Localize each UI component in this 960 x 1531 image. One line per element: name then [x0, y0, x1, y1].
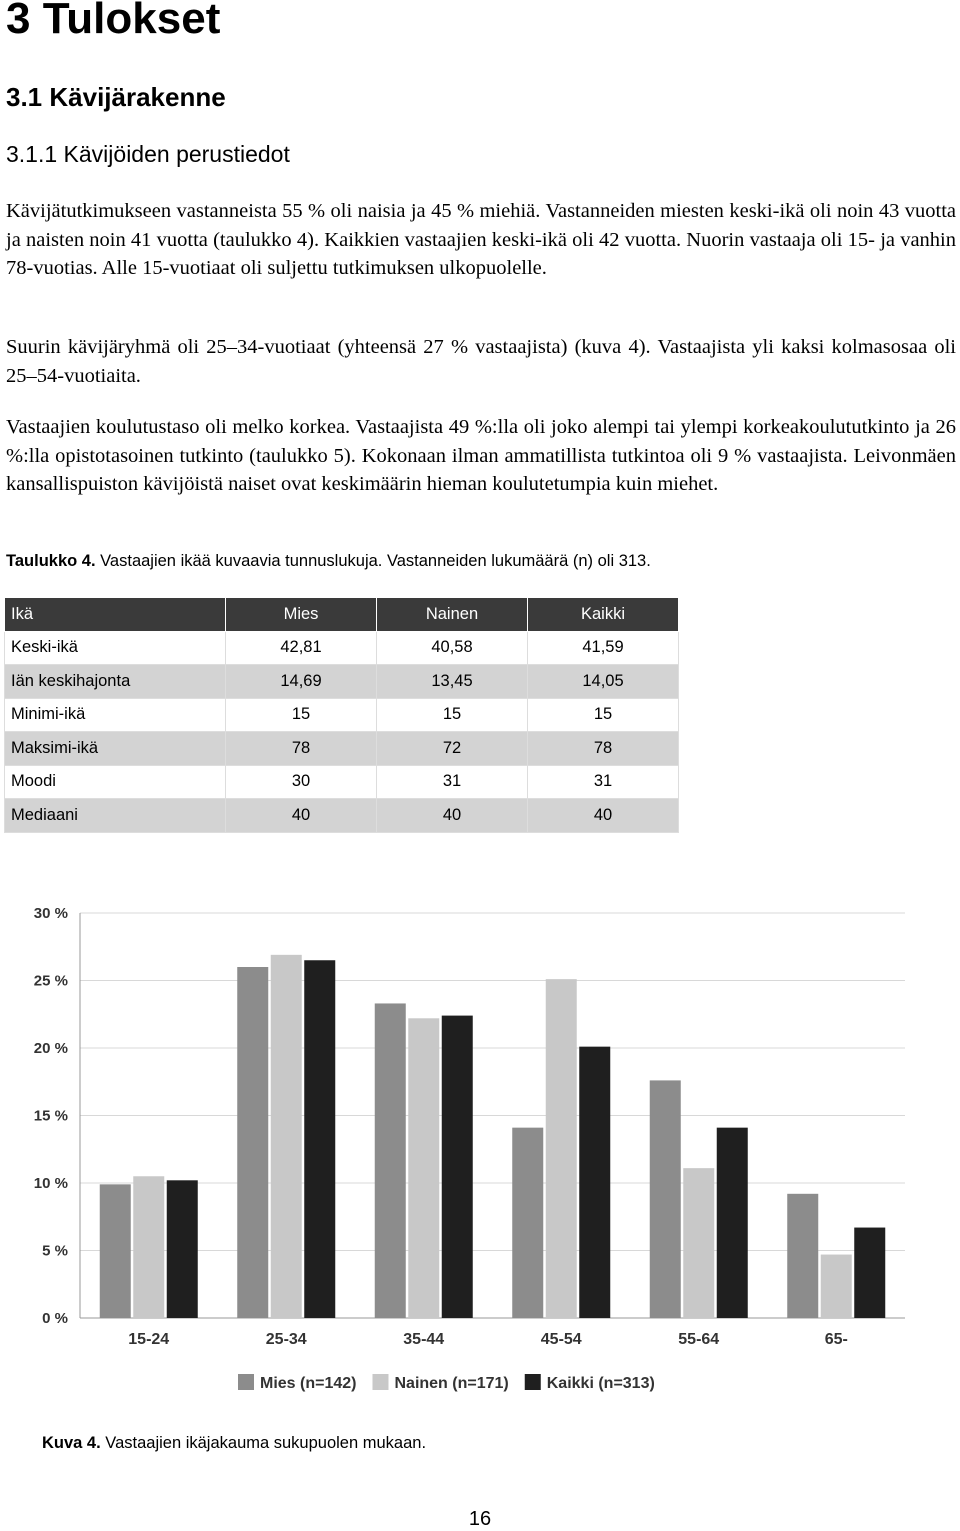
legend-label: Kaikki (n=313): [546, 1375, 655, 1392]
table-cell: Iän keskihajonta: [5, 665, 226, 699]
bar-55-64-0: [650, 1080, 681, 1318]
bar-15-24-2: [167, 1180, 198, 1318]
table-header-row: [5, 598, 679, 632]
table-row: [5, 732, 679, 766]
table-header-cell: Ikä: [5, 598, 226, 632]
table-cell: 40: [528, 799, 679, 833]
table-cell: Mediaani: [5, 799, 226, 833]
table-cell: 78: [528, 732, 679, 766]
y-tick-label: 0 %: [42, 1310, 68, 1327]
table-cell: 41,59: [528, 631, 679, 665]
bar-35-44-2: [442, 1016, 473, 1318]
page-heading: 3 Tulokset: [6, 0, 221, 43]
table-cell: 14,05: [528, 665, 679, 699]
age-distribution-chart: [0, 890, 960, 1430]
bar-55-64-1: [683, 1168, 714, 1318]
bar-45-54-0: [512, 1128, 543, 1318]
table-row: [5, 799, 679, 833]
table-row: [5, 631, 679, 665]
figure-caption: [42, 1433, 842, 1453]
table-cell: 40: [226, 799, 377, 833]
bar-25-34-1: [271, 955, 302, 1318]
y-tick-label: 15 %: [33, 1107, 68, 1125]
table-header-cell: Kaikki: [528, 598, 679, 632]
table-caption-label: Taulukko 4.: [6, 552, 96, 570]
table-row: [5, 765, 679, 799]
table-header-cell: Nainen: [377, 598, 528, 632]
y-tick-label: 10 %: [33, 1175, 68, 1192]
x-tick-label: 25-34: [265, 1331, 307, 1348]
x-tick-label: 45-54: [540, 1331, 582, 1348]
x-tick-label: 65-: [824, 1331, 848, 1348]
table-row: [5, 698, 679, 732]
table-header-cell: Mies: [226, 598, 377, 632]
bar-35-44-0: [375, 1003, 406, 1318]
table-cell: 31: [528, 765, 679, 799]
table-caption-text: Vastaajien ikää kuvaavia tunnuslukuja. Vastanneiden lukumäärä (n) oli 313.: [100, 552, 651, 570]
bar-25-34-2: [304, 960, 335, 1318]
y-tick-label: 5 %: [42, 1242, 68, 1260]
table-cell: 78: [226, 732, 377, 766]
legend-swatch: [372, 1374, 388, 1390]
paragraph-1: Kävijätutkimukseen vastanneista 55 % oli naisia ja 45 % miehiä. Vastanneiden miesten keski-ikä oli noin 43 vuotta ja naisten noin 41 vuotta (taulukko 4). Kaikkien vastaajien keski-ikä oli 42 vuotta. Nuorin vastaaja oli 15- ja vanhin 78-vuotias. Alle 15-vuotiaat oli suljettu tutkimuksen ulkopuolelle.: [6, 200, 956, 279]
legend-swatch: [525, 1374, 541, 1390]
bar-45-54-2: [579, 1047, 610, 1318]
x-tick-label: 55-64: [678, 1331, 720, 1348]
bar-65--1: [821, 1255, 852, 1318]
bar-35-44-1: [408, 1018, 439, 1318]
table-cell: 42,81: [226, 631, 377, 665]
age-statistics-table: [4, 597, 679, 833]
page-number: 16: [468, 1508, 492, 1530]
table-caption: [6, 551, 676, 571]
table-cell: 40,58: [377, 631, 528, 665]
table-cell: 15: [377, 698, 528, 732]
section-heading: 3.1 Kävijärakenne: [6, 82, 226, 112]
bar-55-64-2: [717, 1128, 748, 1318]
legend-label: Mies (n=142): [260, 1375, 357, 1392]
legend-label: Nainen (n=171): [394, 1375, 509, 1392]
table-cell: Moodi: [5, 765, 226, 799]
x-tick-label: 15-24: [128, 1331, 170, 1348]
table-cell: 14,69: [226, 665, 377, 699]
y-tick-label: 20 %: [33, 1040, 68, 1057]
y-tick-label: 30 %: [33, 905, 68, 922]
bar-65--2: [854, 1228, 885, 1318]
table-cell: Keski-ikä: [5, 631, 226, 665]
table-cell: 30: [226, 765, 377, 799]
bar-15-24-0: [100, 1184, 131, 1318]
paragraph-3: Vastaajien koulutustaso oli melko korkea. Vastaajista 49 %:lla oli joko alempi tai ylempi korkeakoulututkinto ja 26 %:lla opistotasoinen tutkinto (taulukko 5). Kokonaan ilman ammatillista tutkintoa oli 9 % vastaajista. Leivonmäen kansallispuiston kävijöistä naiset ovat keskimäärin hieman koulutetumpia kuin miehet.: [6, 416, 956, 495]
table-cell: 72: [377, 732, 528, 766]
subsection-heading: 3.1.1 Kävijöiden perustiedot: [6, 141, 290, 167]
table-cell: 40: [377, 799, 528, 833]
figure-caption-text: Vastaajien ikäjakauma sukupuolen mukaan.: [105, 1434, 427, 1452]
x-tick-label: 35-44: [403, 1331, 445, 1348]
table-cell: 13,45: [377, 665, 528, 699]
bar-65--0: [787, 1194, 818, 1318]
paragraph-2: Suurin kävijäryhmä oli 25–34-vuotiaat (yhteensä 27 % vastaajista) (kuva 4). Vastaajista yli kaksi kolmasosaa oli 25–54-vuotiaita.: [6, 336, 956, 387]
table-cell: 31: [377, 765, 528, 799]
bar-45-54-1: [546, 979, 577, 1318]
legend-swatch: [238, 1374, 254, 1390]
y-tick-label: 25 %: [33, 972, 68, 990]
table-cell: Minimi-ikä: [5, 698, 226, 732]
table-row: [5, 665, 679, 699]
bar-25-34-0: [237, 967, 268, 1318]
bar-15-24-1: [133, 1176, 164, 1318]
figure-caption-label: Kuva 4.: [42, 1434, 101, 1452]
table-cell: 15: [528, 698, 679, 732]
table-cell: 15: [226, 698, 377, 732]
table-cell: Maksimi-ikä: [5, 732, 226, 766]
